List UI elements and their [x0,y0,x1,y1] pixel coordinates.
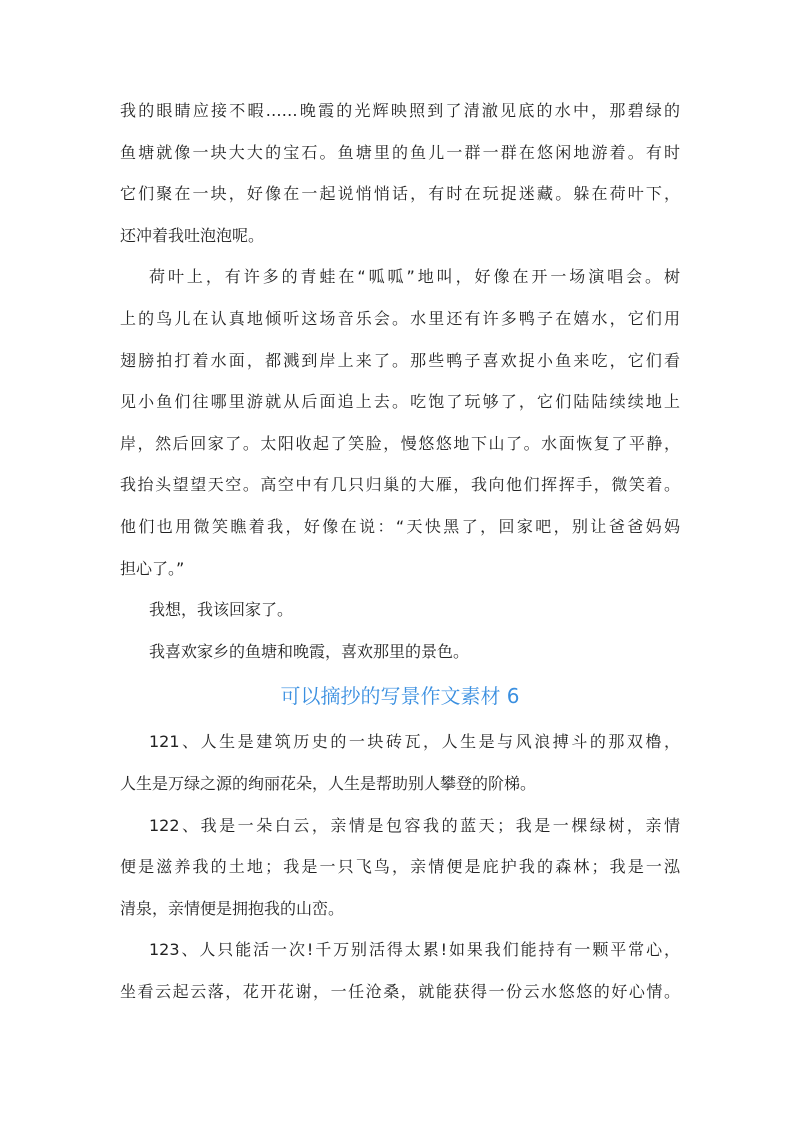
paragraph-line: 担心了。” [120,558,185,578]
paragraph-line: 见小鱼们往哪里游就从后面追上去。吃饱了玩够了，它们陆陆续续地上 [120,392,680,412]
paragraph-line: 岸，然后回家了。太阳收起了笑脸，慢悠悠地下山了。水面恢复了平静， [120,433,680,453]
list-item-line: 清泉，亲情便是拥抱我的山峦。 [120,898,345,918]
paragraph-line: 翅膀拍打着水面，都溅到岸上来了。那些鸭子喜欢捉小鱼来吃，它们看 [120,350,680,370]
list-item-line: 123、人只能活一次!千万别活得太累!如果我们能持有一颗平常心， [149,940,680,960]
document-body [120,101,680,1023]
paragraph-line: 还冲着我吐泡泡呢。 [120,225,265,245]
paragraph-line: 荷叶上，有许多的青蛙在“呱呱”地叫，好像在开一场演唱会。树 [149,267,680,287]
paragraph-line: 它们聚在一块，好像在一起说悄悄话，有时在玩捉迷藏。躲在荷叶下， [120,184,680,204]
paragraph-line: 我想，我该回家了。 [149,600,294,620]
list-item-line: 122、我是一朵白云，亲情是包容我的蓝天；我是一棵绿树，亲情 [149,815,680,835]
list-item-line: 便是滋养我的土地；我是一只飞鸟，亲情便是庇护我的森林；我是一泓 [120,857,680,877]
list-item-line: 人生是万绿之源的绚丽花朵，人生是帮助别人攀登的阶梯。 [120,773,537,793]
paragraph-line: 我喜欢家乡的鱼塘和晚霞，喜欢那里的景色。 [149,641,470,661]
paragraph-line: 我的眼睛应接不暇……晚霞的光辉映照到了清澈见底的水中，那碧绿的 [120,101,680,120]
paragraph-line: 鱼塘就像一块大大的宝石。鱼塘里的鱼儿一群一群在悠闲地游着。有时 [120,142,680,162]
list-item-line: 121、人生是建筑历史的一块砖瓦，人生是与风浪搏斗的那双橹， [149,732,680,752]
paragraph-line: 他们也用微笑瞧着我，好像在说：“天快黑了，回家吧，别让爸爸妈妈 [120,516,680,536]
paragraph-line: 上的鸟儿在认真地倾听这场音乐会。水里还有许多鸭子在嬉水，它们用 [120,308,680,328]
section-heading: 可以摘抄的写景作文素材 6 [280,684,520,709]
paragraph-line: 我抬头望望天空。高空中有几只归巢的大雁，我向他们挥挥手，微笑着。 [120,475,680,495]
list-item-line: 坐看云起云落，花开花谢，一任沧桑，就能获得一份云水悠悠的好心情。 [120,981,680,1001]
